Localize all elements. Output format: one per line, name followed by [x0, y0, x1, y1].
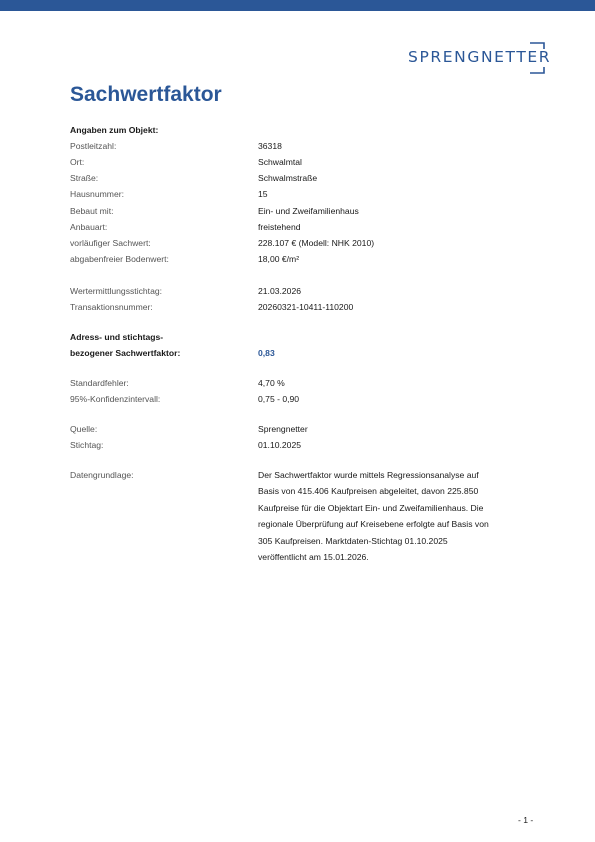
field-label: Transaktionsnummer:: [70, 302, 153, 312]
field-label: Postleitzahl:: [70, 141, 117, 151]
field-value: Schwalmstraße: [258, 173, 318, 183]
field-row-ort: [70, 157, 540, 171]
field-label: Anbauart:: [70, 222, 108, 232]
field-label: Standardfehler:: [70, 378, 129, 388]
logo-bracket-icon: [524, 40, 550, 76]
field-label: Quelle:: [70, 424, 98, 434]
field-value: 21.03.2026: [258, 286, 302, 296]
field-label: Straße:: [70, 173, 99, 183]
field-row-transaktionsnummer: [70, 302, 540, 316]
datengrundlage-line: Kaufpreise für die Objektart Ein- und Zweifamilienhaus. Die: [258, 502, 484, 513]
datengrundlage-text: [258, 470, 542, 568]
factor-label-line1: Adress- und stichtags-: [70, 332, 164, 342]
field-label: Ort:: [70, 157, 85, 167]
field-value: 36318: [258, 141, 282, 151]
datengrundlage-label: Datengrundlage:: [70, 470, 134, 480]
field-value: 01.10.2025: [258, 440, 302, 450]
datengrundlage-line: 305 Kaufpreisen. Marktdaten-Stichtag 01.10.2025: [258, 535, 448, 546]
factor-label-line2: bezogener Sachwertfaktor:: [70, 348, 181, 358]
field-row-standardfehler: [70, 378, 540, 392]
field-label: Bebaut mit:: [70, 206, 114, 216]
datengrundlage-line: Der Sachwertfaktor wurde mittels Regressionsanalyse auf: [258, 470, 479, 480]
field-value: Ein- und Zweifamilienhaus: [258, 206, 359, 216]
field-value: Sprengnetter: [258, 424, 308, 434]
field-label: Stichtag:: [70, 440, 104, 450]
logo-wordmark: SPRENGNETTER: [408, 48, 552, 66]
top-accent-bar: [0, 0, 595, 11]
field-value: freistehend: [258, 222, 301, 232]
field-row-postleitzahl: [70, 141, 540, 155]
field-row-wertermittlungsstichtag: [70, 286, 540, 300]
field-value: 15: [258, 189, 268, 199]
field-label: vorläufiger Sachwert:: [70, 238, 151, 248]
field-value: Schwalmtal: [258, 157, 302, 167]
field-row-strasse: [70, 173, 540, 187]
field-value: 20260321-10411-110200: [258, 302, 354, 312]
field-row-konfidenzintervall: [70, 394, 540, 408]
field-row-anbauart: [70, 222, 540, 236]
field-value: 0,75 - 0,90: [258, 394, 300, 404]
field-label: Wertermittlungsstichtag:: [70, 286, 163, 296]
sachwertfaktor-value: 0,83: [258, 348, 275, 358]
object-section-heading: Angaben zum Objekt:: [70, 125, 159, 135]
datengrundlage-line: regionale Überprüfung auf Kreisebene erfolgte auf Basis von: [258, 519, 489, 530]
datengrundlage-line: veröffentlicht am 15.01.2026.: [258, 551, 369, 562]
field-row-stichtag: [70, 440, 540, 454]
field-row-hausnummer: [70, 189, 540, 203]
field-row-bodenwert: [70, 254, 540, 268]
field-row-vorlaeufiger-sachwert: [70, 238, 540, 252]
datengrundlage-line: Basis von 415.406 Kaufpreisen abgeleitet, davon 225.850: [258, 486, 479, 497]
page-title: Sachwertfaktor: [70, 83, 222, 106]
field-label: Hausnummer:: [70, 189, 124, 199]
field-row-quelle: [70, 424, 540, 438]
field-value: 18,00 €/m²: [258, 254, 300, 264]
sprengnetter-logo: [408, 40, 568, 76]
field-value: 228.107 € (Modell: NHK 2010): [258, 238, 375, 248]
page-number: - 1 -: [518, 815, 534, 825]
field-value: 4,70 %: [258, 378, 285, 388]
field-row-bebaut-mit: [70, 206, 540, 220]
field-label: 95%-Konfidenzintervall:: [70, 394, 161, 404]
field-label: abgabenfreier Bodenwert:: [70, 254, 169, 264]
